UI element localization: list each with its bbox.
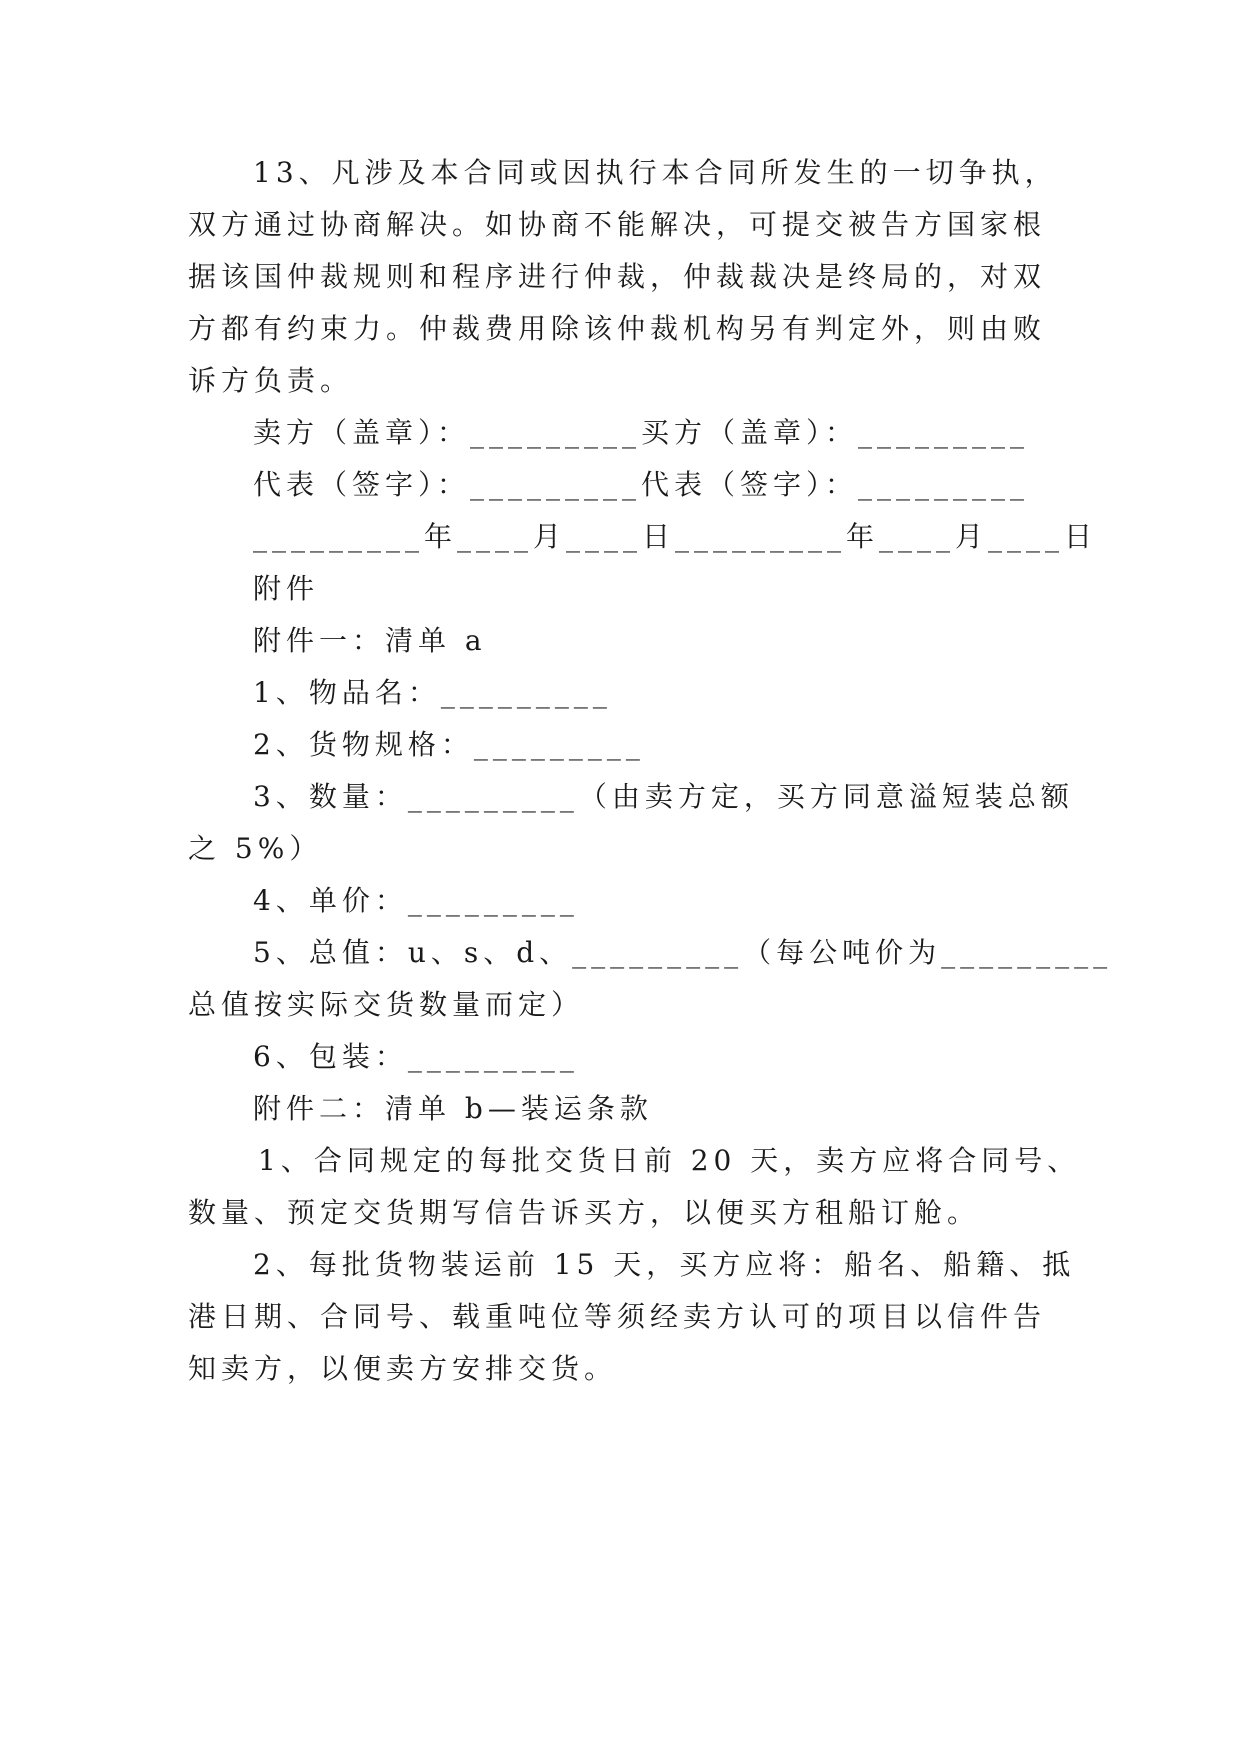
shipping-clause-2-line-3: 知卖方，以便卖方安排交货。 [188, 1352, 618, 1385]
item-packaging: 6、包装：_________ [253, 1040, 579, 1073]
item-quantity-line-1: 3、数量：_________（由卖方定，买方同意溢短装总额 [253, 780, 1074, 813]
appendix-list-b-title: 附件二：清单 b—装运条款 [253, 1092, 653, 1125]
item-goods-spec: 2、货物规格：_________ [253, 728, 645, 761]
appendix-list-a-title: 附件一：清单 a [253, 624, 487, 657]
representative-signature-line: 代表（签字）：_________代表（签字）：_________ [253, 468, 1030, 501]
item-total-value-line-1: 5、总值：u、s、d、_________（每公吨价为_________ [253, 936, 1113, 969]
shipping-clause-1-line-1: 1、合同规定的每批交货日前 20 天，卖方应将合同号、 [258, 1144, 1081, 1177]
shipping-clause-2-line-2: 港日期、合同号、载重吨位等须经卖方认可的项目以信件告 [188, 1300, 1047, 1333]
item-unit-price: 4、单价：_________ [253, 884, 579, 917]
appendix-heading: 附件 [253, 572, 320, 605]
clause-13-line-3: 据该国仲裁规则和程序进行仲裁，仲裁裁决是终局的，对双 [188, 260, 1047, 293]
seal-signature-line: 卖方（盖章）：_________买方（盖章）：_________ [253, 416, 1030, 449]
shipping-clause-2-line-1: 2、每批货物装运前 15 天，买方应将：船名、船籍、抵 [253, 1248, 1076, 1281]
item-quantity-line-2: 之 5%） [188, 832, 323, 865]
clause-13-line-4: 方都有约束力。仲裁费用除该仲裁机构另有判定外，则由败 [188, 312, 1047, 345]
clause-13-line-2: 双方通过协商解决。如协商不能解决，可提交被告方国家根 [188, 208, 1047, 241]
shipping-clause-1-line-2: 数量、预定交货期写信告诉买方，以便买方租船订舱。 [188, 1196, 981, 1229]
item-total-value-line-2: 总值按实际交货数量而定） [188, 988, 585, 1021]
clause-13-line-5: 诉方负责。 [188, 364, 354, 397]
item-goods-name: 1、物品名：_________ [253, 676, 612, 709]
clause-13-line-1: 13、凡涉及本合同或因执行本合同所发生的一切争执， [253, 156, 1058, 189]
date-line: _________年____月____日_________年____月____日 [253, 520, 1098, 553]
